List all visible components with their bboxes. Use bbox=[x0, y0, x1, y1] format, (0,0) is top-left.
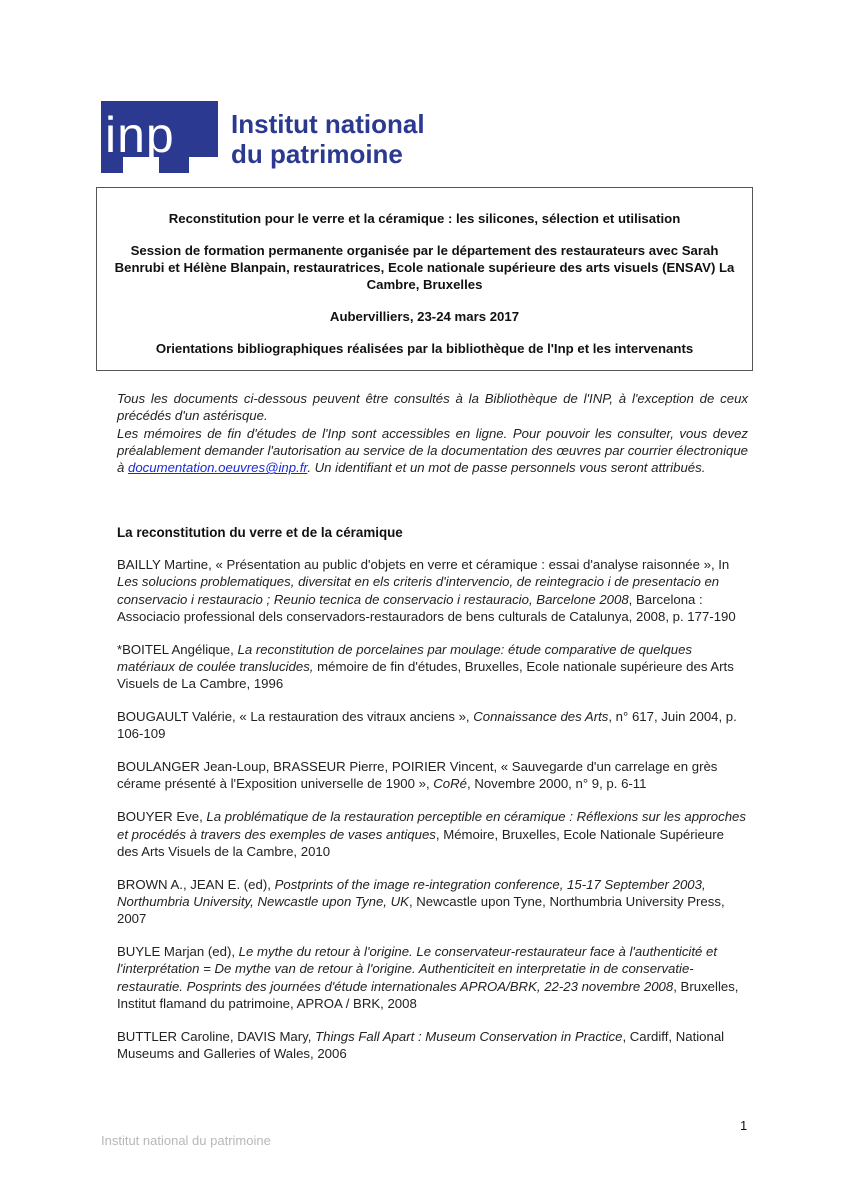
bibliography-entry: *BOITEL Angélique, La reconstitution de porcelaines par moulage: étude comparative de quelques matériaux de coulée translucides, mémoire de fin d'études, Bruxelles, Ecole nationale supérieure des Arts Visuels de La Cambre, 1996 bbox=[117, 641, 734, 692]
bibliography-list bbox=[117, 556, 748, 1078]
document-title: Reconstitution pour le verre et la céramique : les silicones, sélection et utilisation bbox=[168, 211, 681, 226]
page-number: 1 bbox=[740, 1118, 748, 1133]
bibliography-entry: BROWN A., JEAN E. (ed), Postprints of the image re-integration conference, 15-17 September 2003, Northumbria University, Newcastle upon Tyne, UK, Newcastle upon Tyne, Northumbria University Press, 2007 bbox=[117, 876, 725, 927]
place-date: Aubervilliers, 23-24 mars 2017 bbox=[329, 309, 520, 324]
header-box bbox=[96, 187, 753, 371]
bibliography-entry: BUYLE Marjan (ed), Le mythe du retour à l'origine. Le conservateur-restaurateur face à l'authenticité et l'interprétation = De mythe van de retour à l'origine. Authenticiteit en interpretatie in de conservatie-restauratie. Posprints des journées d'étude internationales APROA/BRK, 22-23 novembre 2008, Bruxelles, Institut flamand du patrimoine, APROA / BRK, 2008 bbox=[117, 944, 739, 1011]
bibliography-entry: BOULANGER Jean-Loup, BRASSEUR Pierre, POIRIER Vincent, « Sauvegarde d'un carrelage en grès cérame présenté à l'Exposition universelle de 1900 », CoRé, Novembre 2000, n° 9, p. 6-11 bbox=[117, 759, 718, 792]
logo-letters: inp bbox=[105, 107, 175, 163]
intro-paragraph-1: Tous les documents ci-dessous peuvent être consultés à la Bibliothèque de l'INP, à l'exception de ceux précédés d'un astérisque. bbox=[117, 391, 748, 424]
intro-note bbox=[117, 390, 748, 476]
bibliography-entry: BAILLY Martine, « Présentation au public d'objets en verre et céramique : essai d'analyse raisonnée », In Les solucions problematiques, diversitat en els criteris d'intervencio, de reintegracio i de presentacio en conservacio i restauracio ; Reunio tecnica de conservacio i restauracio, Barcelone 2008, Barcelona : Associacio professional dels conservadors-restauradors de bens culturals de Catalunya, 2008, p. 177-190 bbox=[117, 557, 736, 624]
orientations-note: Orientations bibliographiques réalisées par la bibliothèque de l'Inp et les intervenants bbox=[155, 341, 694, 356]
logo-line-2: du patrimoine bbox=[231, 139, 403, 169]
bibliography-entry: BOUGAULT Valérie, « La restauration des vitraux anciens », Connaissance des Arts, n° 617, Juin 2004, p. 106-109 bbox=[117, 709, 737, 742]
logo-mark bbox=[101, 101, 218, 173]
intro-text-end: . Un identifiant et un mot de passe personnels vous seront attribués. bbox=[307, 460, 706, 476]
page-footer: Institut national du patrimoine bbox=[101, 1133, 271, 1148]
inp-logo bbox=[101, 101, 431, 173]
section-heading: La reconstitution du verre et de la céramique bbox=[117, 525, 403, 540]
bibliography-entry: BUTTLER Caroline, DAVIS Mary, Things Fall Apart : Museum Conservation in Practice, Cardiff, National Museums and Galleries of Wales, 2006 bbox=[117, 1028, 725, 1062]
session-description: Session de formation permanente organisée par le département des restaurateurs avec Sarah Benrubi et Hélène Blanpain, restauratrices, Ecole nationale supérieure des arts visuels (ENSAV) La Cambre, Bruxelles bbox=[114, 243, 735, 292]
logo-line-1: Institut national bbox=[231, 109, 425, 139]
email-link[interactable]: documentation.oeuvres@inp.fr bbox=[128, 460, 308, 476]
intro-text: Les mémoires de fin d'études de l'Inp sont accessibles en ligne. Pour pouvoir les consulter, vous devez préalablement demander l'autorisation au service de la documentation des œuvres par courrier électronique à bbox=[117, 425, 748, 476]
bibliography-entry: BOUYER Eve, La problématique de la restauration perceptible en céramique : Réflexions sur les approches et procédés à travers des exemples de vases antiques, Mémoire, Bruxelles, Ecole Nationale Supérieure des Arts Visuels de la Cambre, 2010 bbox=[117, 809, 746, 859]
logo-wordmark bbox=[231, 109, 425, 169]
intro-paragraph-2 bbox=[117, 425, 748, 477]
